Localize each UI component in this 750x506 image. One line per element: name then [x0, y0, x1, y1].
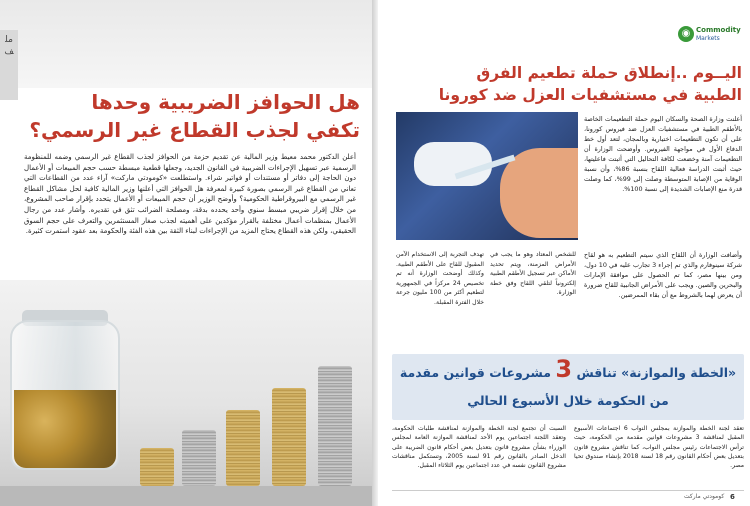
- budget-article-col-1: تعقد لجنة الخطة والموازنة بمجلس النواب 6 اجتماعات الأسبوع المقبل لمناقشة 3 مشروعات قوانين مقدمة من الحكومة، حيث ترأس الاجتماعات رئيس مجلس النواب، كما تناقش مشروع قانون بتعديل بعض أحكام القانون رقم 18 لسنة 2018 بإنشاء صندوق تحيا مصر.: [574, 425, 744, 470]
- right-page: [378, 0, 750, 506]
- right-headline: [392, 62, 742, 106]
- left-top-band: [0, 0, 372, 88]
- coin-stack-4: [272, 388, 306, 486]
- globe-icon: ◉: [678, 26, 694, 42]
- left-article-body: أعلن الدكتور محمد معيط وزير المالية عن تقديم حزمة من الحوافز لجذب القطاع غير الرسمي وضمه للمنظومة الرسمية عبر تسهيل الإجراءات الضريبية في القانون الجديد، وجعلها قطعية مبسطة حسب حجم المبيعات أو الأعمال دون الحاجة إلى دفاتر أو مستندات أو فواتير شراء. واستطلعت «كومودتي ماركت» آراء عدد من القطاعات التي تعاني من القطاع غير الرسمي بصورة كبيرة لمعرفة هل الحوافز التي أعلنها وزير المالية كافية لحل مشاكل القطاع غير الرسمي مع البيروقراطية الحكومية؟ وأوضح الوزير أن حجم المبيعات أو الأعمال يتحدد بإقرار صاحب المشروع، من خلال إقرار ضريبي مبسط سنوي وأحد يحدده بدقة، ومصلحة الضرائب تثق في تقديره. وأشار عدد من رجال الأعمال بمنظمات أعمال مختلفة بالقرار مؤكدين على أهميته لجذب صغار المستثمرين والتعرف على حجم السوق الحقيقي، ولكن هذه القطاع يحتاج المزيد من الإجراءات لبناء الثقة بين هذه الفئة والحكومة بعد عقود استمرت كثيرة.: [24, 153, 356, 236]
- magazine-logo: [678, 24, 744, 46]
- logo-subtitle: Markets: [696, 35, 720, 42]
- photo-glove: [414, 142, 492, 186]
- jar-coins: [14, 390, 116, 468]
- box-headline-start: «الخطة والموازنة» تناقش: [576, 365, 737, 380]
- page-number: 6: [730, 493, 735, 501]
- budget-committee-box: [392, 354, 744, 420]
- vaccine-article-col-4: تهدف التجربة إلى الاستخدام الآمن المقبول للقاح على الأطقم الطبية. وكذلك أوضحت الوزارة أنه تم تخصيص 24 مركزاً في الجمهورية لتطعيم أكثر من 100 مليون جرعة خلال الفترة المقبلة.: [396, 251, 484, 306]
- footer-magazine-name: كومودتي ماركت: [684, 493, 725, 500]
- coin-stack-3: [226, 410, 260, 486]
- footer-rule: [392, 490, 744, 491]
- logo-name: Commodity: [696, 26, 741, 34]
- right-headline-line-2: الطبية في مستشفيات العزل ضد كورونا: [438, 86, 742, 104]
- left-page: [0, 0, 372, 506]
- coin-stack-5: [318, 366, 352, 486]
- box-headline-end: مشروعات قوانين مقدمة: [399, 365, 552, 380]
- vaccine-article-col-3: للشخص المعتاد وهو ما يجب في الأمراض المزمنة، ويتم تحديد الأماكن عبر تسجيل الأطقم الطبية إلكترونياً لتلقي اللقاح وفق خطة الوزارة.: [490, 251, 576, 297]
- coins-jar-photo: [0, 280, 372, 506]
- page-footer: [378, 488, 750, 506]
- vaccine-article-col-2: وأضافت الوزارة أن اللقاح الذي سيتم التطعيم به هو لقاح شركة سينوفارم والذي تم إجراء 3 تجارب عليه في 10 دول، ومن بينها مصر، كما تم الحصول على موافقة الإمارات والبحرين والصين. ويجب على الأمراض الجانبية للقاح ضرورة أن يعرض لهما بالشروط مع أن بقاء الممرضين.: [584, 251, 742, 299]
- left-headline: [20, 88, 360, 144]
- table-surface: [0, 486, 372, 506]
- coin-stack-2: [182, 430, 216, 486]
- box-number: 3: [555, 355, 573, 383]
- left-headline-line-1: هل الحوافز الضريبية وحدها: [91, 90, 360, 114]
- section-tab-label: ملف: [4, 35, 14, 57]
- right-headline-line-1: اليــوم ..إنطلاق حملة تطعيم الفرق: [476, 64, 742, 82]
- photo-arm: [500, 148, 578, 238]
- left-headline-line-2: تكفي لجذب القطاع غير الرسمي؟: [29, 118, 360, 142]
- coin-stack-1: [140, 448, 174, 486]
- box-headline: [398, 355, 738, 383]
- box-subheadline: من الحكومة خلال الأسبوع الحالي: [467, 393, 669, 408]
- vaccination-photo: [396, 112, 578, 240]
- budget-article-col-2: السبت أن تجتمع لجنة الخطة والموازنة لمناقشة طلبات الحكومة، وتعقد اللجنة اجتماعين يوم الأحد لمناقشة الموازنة العامة لمجلس الوزراء بشأن مشروع قانون بتعديل بعض أحكام قانون الضريبة على الدخل الصادر بالقانون رقم 91 لسنة 2005، وتستكمل مناقشات مشروع القانون نفسه في عدد اجتماعين يوم الثلاثاء المقبل.: [392, 425, 566, 470]
- vaccine-article-col-1: أعلنت وزارة الصحة والسكان اليوم حملة التطعيمات الخاصة بالأطقم الطبية في مستشفيات العزل ضد فيروس كورونا، على أن تكون التطعيمات اختيارية وبالمجان، لتعد أول خط الدفاع الأول في مواجهة الفيروس. وأوضحت الوزارة أن التطعيمات آمنة وخضعت لكافة التحاليل التي أثبتت فاعليتها، حيث أثبتت الدراسة فعالية اللقاح بنسبة 86%، وأن نسبة الوقاية من الإصابة المتوسطة وصلت إلى 99%، كما وصلت قدرة منع الإصابات الشديدة إلى نسبة 100%.: [584, 115, 743, 193]
